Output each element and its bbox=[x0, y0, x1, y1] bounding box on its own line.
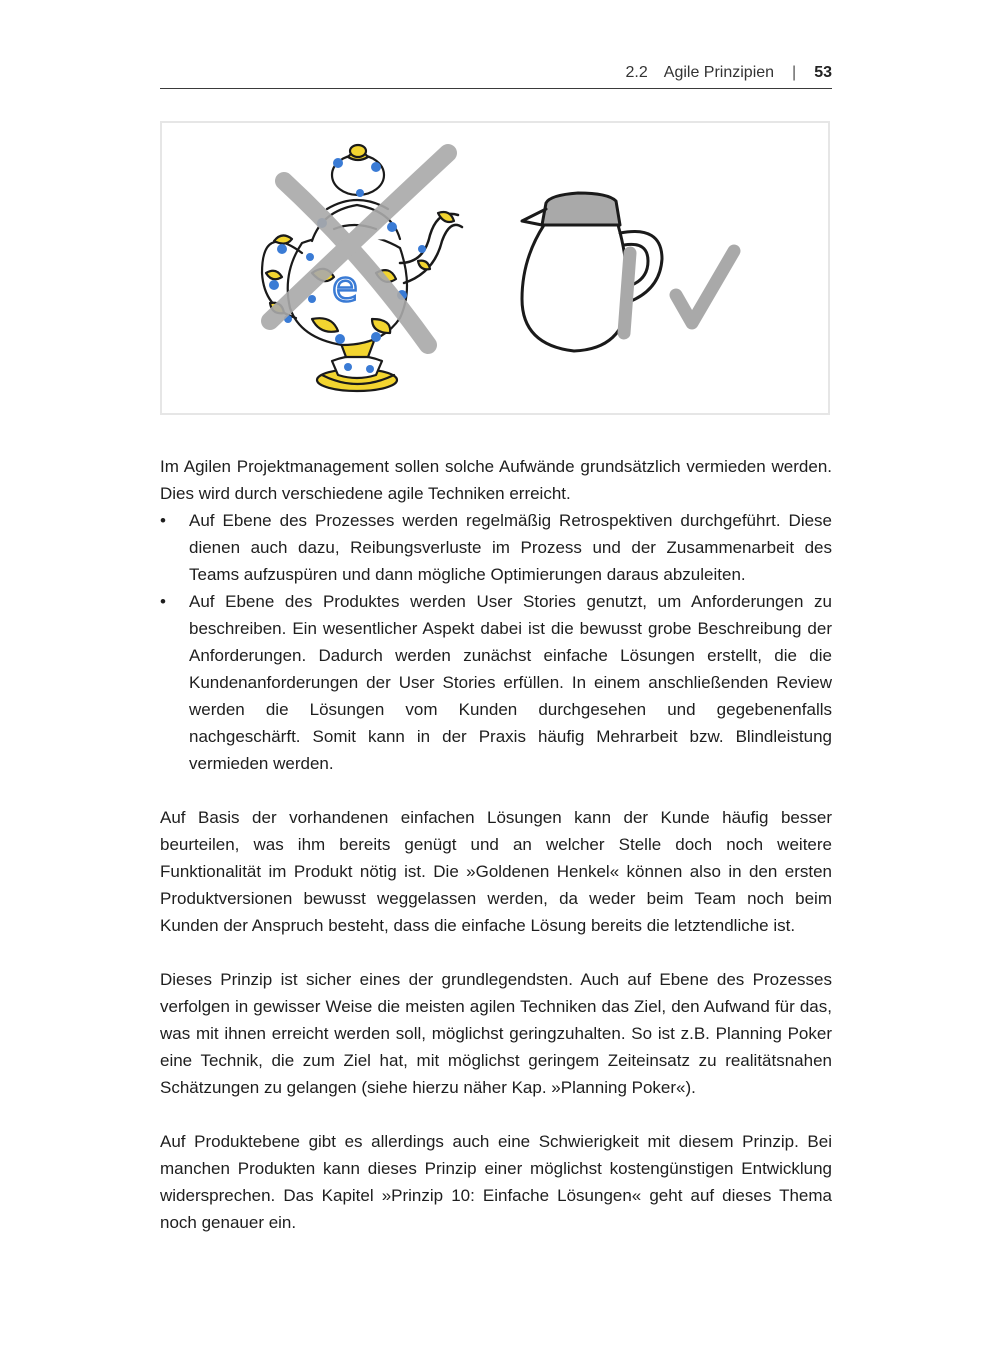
paragraph: Auf Produktebene gibt es allerdings auch eine Schwierigkeit mit diesem Prinzip. Bei manchen Produkten kann dieses Prinzip einer möglichst kostengünstigen Entwicklung widersprechen. Das Kapitel »Prinzip 10: Einfache Lösungen« geht auf dieses Thema noch genauer ein. bbox=[160, 1132, 832, 1232]
section-title: Agile Prinzipien bbox=[663, 64, 775, 81]
paragraph: Dieses Prinzip ist sicher eines der grundlegendsten. Auch auf Ebene des Prozesses verfolgen in gewisser Weise die meisten agilen Techniken das Ziel, den Aufwand für das, was mit ihnen erreicht werden soll, möglichst geringzuhalten. So ist z.B. Planning Poker eine Technik, die zum Ziel hat, mit möglichst geringem Zeiteinsatz zu realitätsnahen Schätzungen zu gelangen (siehe hierzu näher Kap. »Planning Poker«). bbox=[160, 970, 832, 1097]
bullet-marker: • bbox=[160, 592, 166, 611]
bullet-list bbox=[160, 507, 832, 777]
section-number: 2.2 bbox=[625, 64, 648, 81]
list-item bbox=[160, 588, 832, 777]
bullet-marker: • bbox=[160, 511, 166, 530]
illustration-figure bbox=[160, 121, 830, 415]
simple-jug-icon bbox=[522, 193, 662, 351]
header-separator: | bbox=[792, 64, 797, 81]
header-rule bbox=[160, 88, 832, 89]
list-item-text: Auf Ebene des Prozesses werden regelmäßig Retrospektiven durchgeführt. Diese dienen auch dazu, Reibungsverluste im Prozess und der Zusammenarbeit des Teams aufzuspüren und dann mögliche Optimierungen daraus abzuleiten. bbox=[189, 511, 832, 584]
blue-ornament-glyph: e bbox=[332, 262, 358, 311]
list-item bbox=[160, 507, 832, 588]
running-head bbox=[160, 58, 832, 88]
paragraph: Auf Basis der vorhandenen einfachen Lösungen kann der Kunde häufig besser beurteilen, was ihm bereits genügt und an welcher Stelle doch noch weitere Funktionalität im Produkt nötig ist. Die »Goldenen Henkel« können also in den ersten Produktversionen bewusst weggelassen werden, da weder beim Team noch beim Kunden der Anspruch besteht, dass die einfache Lösung bereits die letztendliche ist. bbox=[160, 808, 832, 935]
intro-paragraph: Im Agilen Projektmanagement sollen solche Aufwände grundsätzlich vermieden werden. Dies wird durch verschiedene agile Techniken erreicht. bbox=[160, 457, 832, 503]
page-number: 53 bbox=[814, 64, 832, 81]
body-text bbox=[160, 453, 832, 1236]
list-item-text: Auf Ebene des Produktes werden User Stories genutzt, um Anforderungen zu beschreiben. Ein wesentlicher Aspekt dabei ist die bewusst grobe Beschreibung der Anforderungen. Dadurch werden zunächst einfache Lösungen erstellt, die die Kundenanforderungen der User Stories erfüllen. In einem anschließenden Review werden die Lösungen vom Kunden durchgesehen und gegebenenfalls nachgeschärft. Somit kann in der Praxis häufig Mehrarbeit bzw. Blindleistung vermieden werden. bbox=[189, 592, 832, 773]
checkmark-icon bbox=[624, 251, 734, 333]
